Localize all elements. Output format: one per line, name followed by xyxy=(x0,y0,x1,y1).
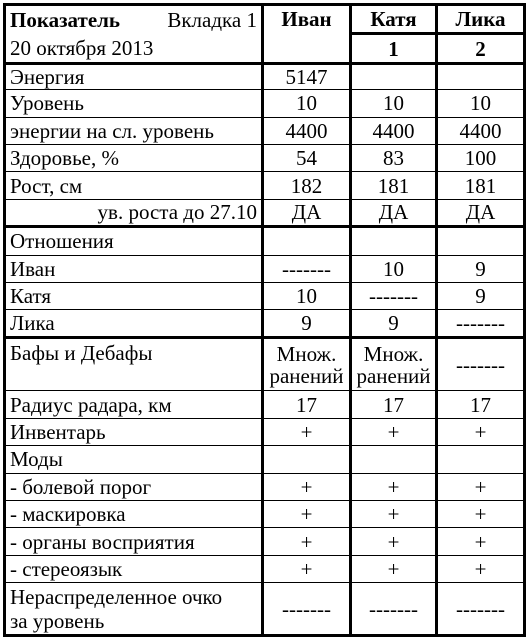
row-label: Рост, см xyxy=(5,172,263,199)
row-mod-camo xyxy=(5,501,525,528)
value-lika: ------- xyxy=(437,337,525,391)
row-inventory xyxy=(5,418,525,445)
row-mod-pain xyxy=(5,473,525,500)
section-label-relations: Отношения xyxy=(5,227,263,255)
row-relations xyxy=(5,227,525,255)
row-radar xyxy=(5,391,525,418)
value-ivan: + xyxy=(263,555,351,582)
column-number-lika: 2 xyxy=(437,34,525,63)
value-ivan: 9 xyxy=(263,310,351,337)
value-katya: 4400 xyxy=(351,117,437,144)
row-label: Энергия xyxy=(5,63,263,89)
value-katya: 10 xyxy=(351,255,437,282)
value-ivan: ДА xyxy=(263,199,351,226)
value-lika: 9 xyxy=(437,255,525,282)
row-mod-stereo xyxy=(5,555,525,582)
section-label-mods: Моды xyxy=(5,446,263,473)
value-lika: 100 xyxy=(437,144,525,171)
stats-table xyxy=(3,3,526,637)
value-lika: 10 xyxy=(437,90,525,117)
date-cell xyxy=(5,34,263,63)
row-label: Катя xyxy=(5,282,263,309)
row-growth xyxy=(5,199,525,226)
value-katya: Множ. ранений xyxy=(351,337,437,391)
value-ivan: 4400 xyxy=(263,117,351,144)
row-mods xyxy=(5,446,525,473)
value-ivan: Множ. ранений xyxy=(263,337,351,391)
value-ivan: 10 xyxy=(263,282,351,309)
column-name-katya: Катя xyxy=(370,7,417,32)
value-ivan: 54 xyxy=(263,144,351,171)
column-number-katya: 1 xyxy=(351,34,437,63)
value-ivan: 17 xyxy=(263,391,351,418)
value-ivan: + xyxy=(263,501,351,528)
row-rel-ivan xyxy=(5,255,525,282)
value-ivan: 5147 xyxy=(263,63,351,89)
value-katya: ------- xyxy=(351,583,437,636)
row-label: - болевой порог xyxy=(5,473,263,500)
tab-label: Вкладка 1 xyxy=(167,7,257,32)
value-lika: + xyxy=(437,418,525,445)
value-katya xyxy=(351,63,437,89)
value-katya: ДА xyxy=(351,199,437,226)
value-katya: + xyxy=(351,418,437,445)
value-ivan: ------- xyxy=(263,583,351,636)
row-label: энергии на сл. уровень xyxy=(5,117,263,144)
value-lika: + xyxy=(437,473,525,500)
value-katya: 17 xyxy=(351,391,437,418)
row-label: - органы восприятия xyxy=(5,528,263,555)
value-ivan: 182 xyxy=(263,172,351,199)
row-rel-katya xyxy=(5,282,525,309)
value-lika: 4400 xyxy=(437,117,525,144)
value-lika: 181 xyxy=(437,172,525,199)
header-title-cell xyxy=(5,5,263,34)
date-text: 20 октября 2013 xyxy=(10,35,154,60)
row-unspent xyxy=(5,583,525,636)
value-katya: + xyxy=(351,501,437,528)
row-energy-next xyxy=(5,117,525,144)
row-label: Уровень xyxy=(5,90,263,117)
row-label: Нераспределенное очко за уровень xyxy=(5,583,263,636)
row-level xyxy=(5,90,525,117)
row-label: Здоровье, % xyxy=(5,144,263,171)
value-ivan: + xyxy=(263,418,351,445)
value-ivan: ------- xyxy=(263,255,351,282)
value-lika: 17 xyxy=(437,391,525,418)
value-katya: 10 xyxy=(351,90,437,117)
row-label: Бафы и Дебафы xyxy=(5,337,263,391)
value-ivan: 10 xyxy=(263,90,351,117)
value-katya: + xyxy=(351,555,437,582)
row-label: ув. роста до 27.10 xyxy=(5,199,263,226)
row-label: Радиус радара, км xyxy=(5,391,263,418)
value-ivan: + xyxy=(263,528,351,555)
value-katya: 9 xyxy=(351,310,437,337)
indicator-label: Показатель xyxy=(10,7,121,32)
row-mod-senses xyxy=(5,528,525,555)
row-label: Иван xyxy=(5,255,263,282)
value-katya: 181 xyxy=(351,172,437,199)
value-lika: + xyxy=(437,555,525,582)
row-health xyxy=(5,144,525,171)
header-row xyxy=(5,5,525,34)
value-lika: + xyxy=(437,528,525,555)
column-header-katya xyxy=(351,5,437,34)
value-katya: + xyxy=(351,528,437,555)
row-energy xyxy=(5,63,525,89)
column-header-ivan xyxy=(263,5,351,64)
column-header-lika xyxy=(437,5,525,34)
value-lika: 9 xyxy=(437,282,525,309)
value-lika: + xyxy=(437,501,525,528)
row-label: - маскировка xyxy=(5,501,263,528)
row-rel-lika xyxy=(5,310,525,337)
value-lika: ------- xyxy=(437,583,525,636)
value-katya: 83 xyxy=(351,144,437,171)
row-label: - стереоязык xyxy=(5,555,263,582)
value-lika xyxy=(437,63,525,89)
value-lika: ДА xyxy=(437,199,525,226)
column-name-ivan: Иван xyxy=(281,7,332,31)
row-label: Инвентарь xyxy=(5,418,263,445)
value-ivan: + xyxy=(263,473,351,500)
column-name-lika: Лика xyxy=(455,7,506,32)
value-katya: + xyxy=(351,473,437,500)
row-label: Лика xyxy=(5,310,263,337)
value-katya: ------- xyxy=(351,282,437,309)
row-buffs xyxy=(5,337,525,391)
row-height xyxy=(5,172,525,199)
value-lika: ------- xyxy=(437,310,525,337)
